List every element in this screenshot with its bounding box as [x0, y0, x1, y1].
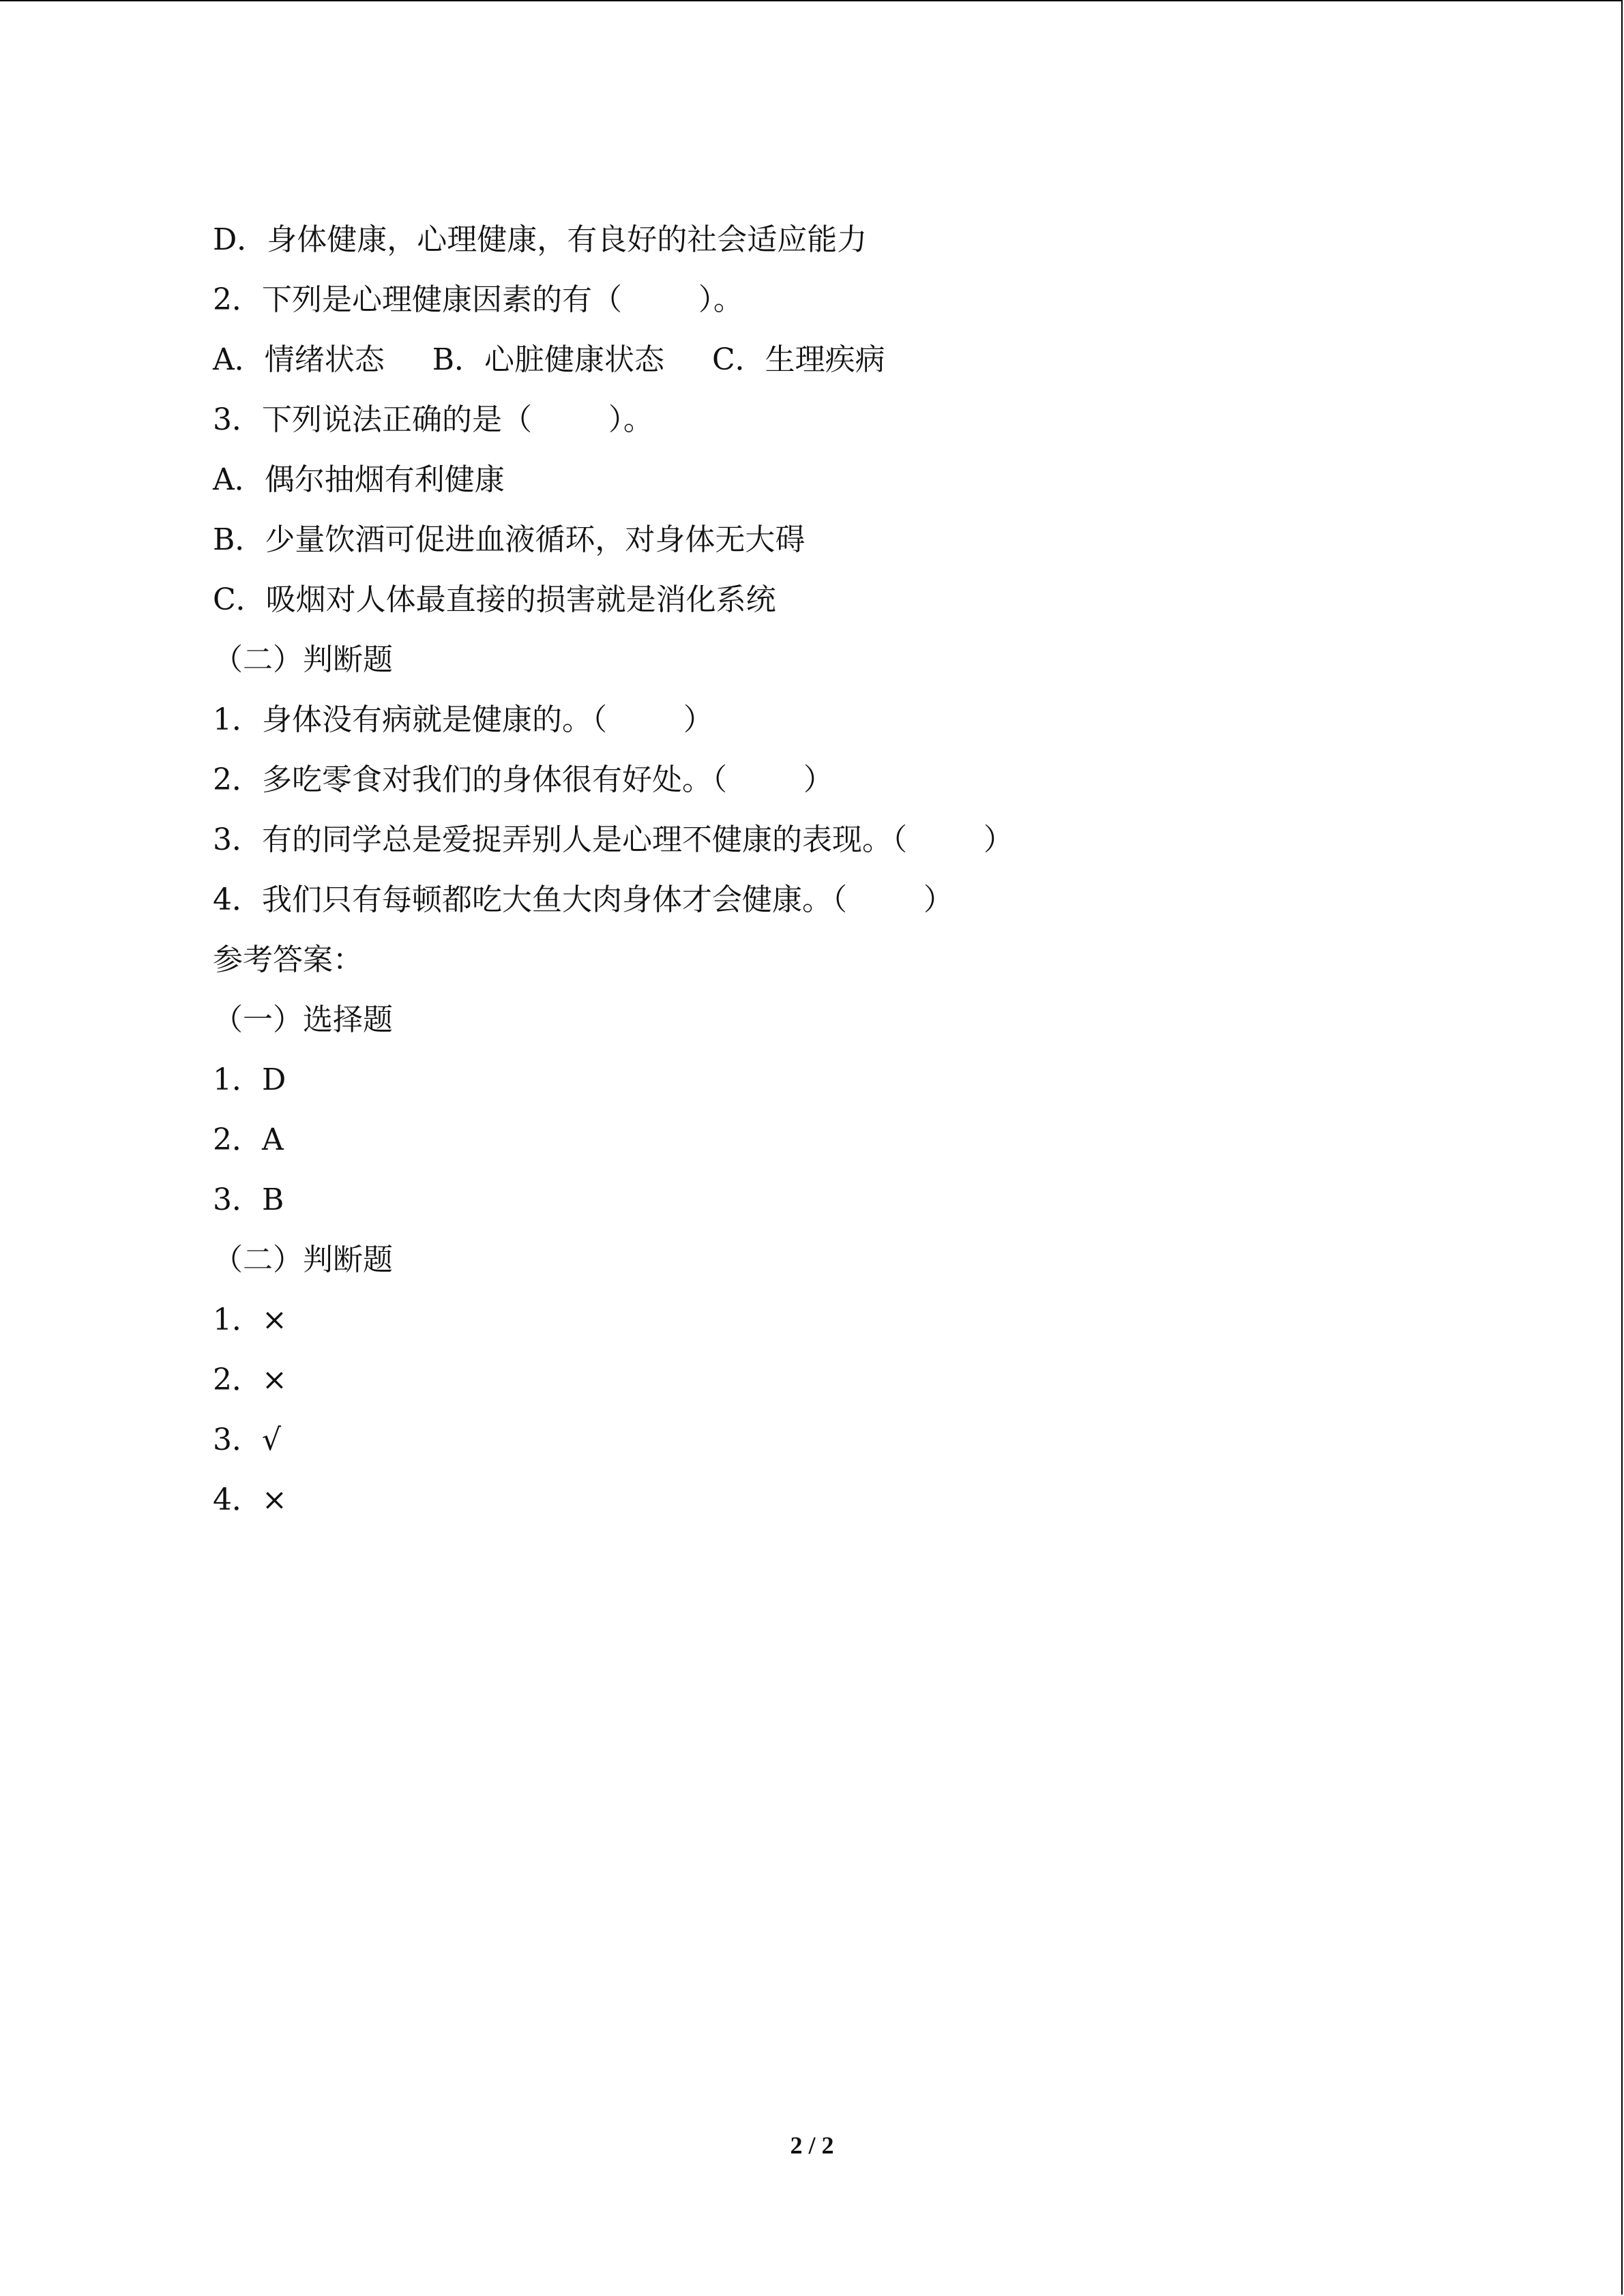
question-2-line: 2．下列是心理健康因素的有（ ）。 [213, 282, 743, 317]
judgment-3-line: 3．有的同学总是爱捉弄别人是心理不健康的表现。（ ） [213, 822, 1014, 857]
judgment-2-line: 2．多吃零食对我们的身体很有好处。（ ） [213, 762, 833, 797]
question-3-line: 3．下列说法正确的是（ ）。 [213, 402, 653, 437]
answer-key-heading: 参考答案： [213, 942, 363, 977]
answer-judgment-3: 3．√ [213, 1422, 282, 1457]
option-d-line: D．身体健康，心理健康，有良好的社会适应能力 [213, 222, 868, 257]
option-a-line: A．偶尔抽烟有利健康 [213, 462, 505, 497]
option-b-line: B．少量饮酒可促进血液循环，对身体无大碍 [213, 522, 806, 557]
judgment-4-line: 4．我们只有每顿都吃大鱼大肉身体才会健康。（ ） [213, 882, 954, 917]
answer-choice-2: 2．A [213, 1122, 284, 1157]
option-c-line: C．吸烟对人体最直接的损害就是消化系统 [213, 582, 776, 617]
answer-judgment-2: 2．× [213, 1362, 287, 1397]
answer-section-judgment-heading: （二）判断题 [213, 1242, 393, 1277]
section-heading-true-false: （二）判断题 [213, 642, 393, 677]
answer-judgment-4: 4．× [213, 1482, 287, 1517]
page-number: 2 / 2 [790, 2132, 834, 2159]
document-body [213, 210, 1509, 1530]
answer-choice-1: 1．D [213, 1062, 286, 1097]
answer-choice-3: 3．B [213, 1182, 284, 1217]
question-2-options-line: A．情绪状态 B．心脏健康状态 C．生理疾病 [213, 342, 885, 377]
answer-judgment-1: 1．× [213, 1302, 287, 1337]
answer-section-choice-heading: （一）选择题 [213, 1002, 393, 1037]
judgment-1-line: 1．身体没有病就是健康的。（ ） [213, 702, 713, 737]
